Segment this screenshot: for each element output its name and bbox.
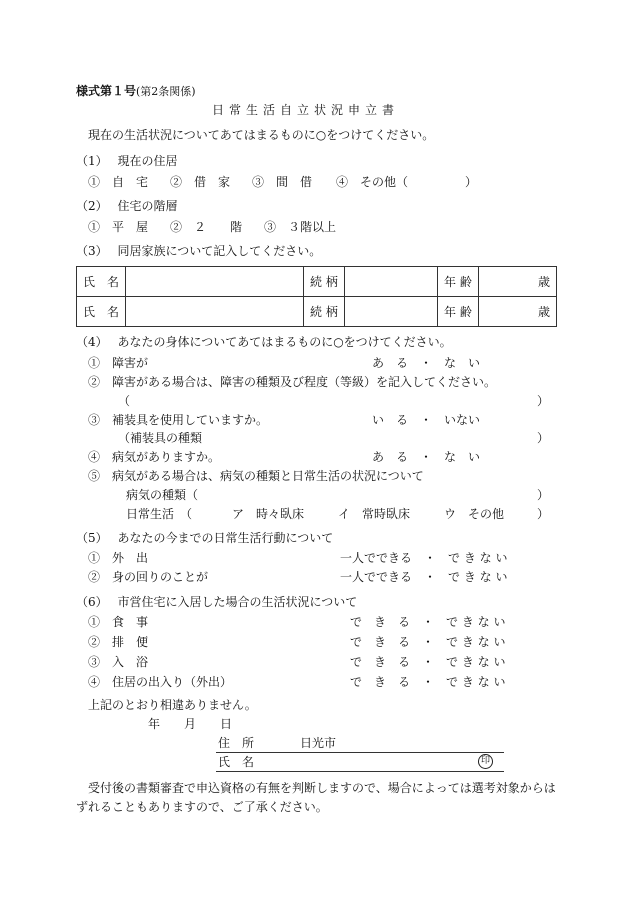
- sec3-heading: （3） 同居家族について記入してください。: [76, 244, 322, 258]
- name-label: 氏 名: [77, 267, 126, 297]
- sec4-q5-close: ）: [537, 507, 550, 521]
- name-label: 氏 名: [218, 755, 255, 769]
- sec2-heading: （2） 住宅の階層: [76, 199, 178, 213]
- age-field[interactable]: [479, 297, 557, 327]
- sec5-item-answer[interactable]: 一人でできる ・ で き な い: [340, 570, 508, 584]
- sec5-item-label: ① 外 出: [88, 551, 149, 565]
- form-note: (第2条関係): [136, 85, 196, 98]
- sec6-item-label: ② 排 便: [88, 635, 149, 649]
- address-underline: [216, 752, 504, 753]
- sec4-q4: ④ 病気がありますか。: [88, 450, 221, 464]
- date-line[interactable]: 年 月 日: [148, 717, 233, 731]
- relation-label: 続 柄: [304, 267, 345, 297]
- sec4-q1-answer[interactable]: あ る ・ な い: [372, 356, 481, 370]
- sec5-item-label: ② 身の回りのことが: [88, 570, 209, 584]
- sec6-item-label: ③ 入 浴: [88, 655, 149, 669]
- sec2-opt-2: ② ２ 階: [170, 220, 243, 234]
- table-row: [77, 267, 557, 297]
- name-label: 氏 名: [77, 297, 126, 327]
- sec6-item-answer[interactable]: で き る ・ で き な い: [350, 655, 506, 669]
- seal-mark: 印: [478, 754, 493, 769]
- sec4-q5-daily: 日常生活 （: [126, 507, 193, 521]
- name-underline: [216, 771, 504, 772]
- note-line-1: 受付後の書類審査で申込資格の有無を判断しますので、場合によっては選考対象からは: [88, 781, 556, 795]
- name-field[interactable]: [126, 267, 304, 297]
- relation-label: 続 柄: [304, 297, 345, 327]
- sec4-q2: ② 障害がある場合は、障害の種類及び程度（等級）を記入してください。: [88, 375, 497, 389]
- form-number: 様式第１号(第2条関係): [76, 84, 196, 98]
- age-unit: 歳: [537, 275, 550, 289]
- sec4-q1: ① 障害が: [88, 356, 149, 370]
- sec5-heading: （5） あなたの今までの日常生活行動について: [76, 531, 334, 545]
- sec4-q5-option-a[interactable]: ア 時々臥床: [232, 507, 305, 521]
- intro-text: 現在の生活状況についてあてはまるものに○をつけてください。: [88, 128, 435, 142]
- family-table: [76, 266, 557, 327]
- sec1-opt-4: ④ その他（: [336, 175, 409, 189]
- sec4-q5-kind: 病気の種類（: [126, 488, 199, 502]
- sec1-opt-3: ③ 間 借: [252, 175, 313, 189]
- sec6-item-label: ① 食 事: [88, 615, 149, 629]
- sec1-close: ）: [465, 175, 478, 189]
- table-row: [77, 297, 557, 327]
- address-value[interactable]: 日光市: [300, 736, 337, 750]
- sec1-opt-2: ② 借 家: [170, 175, 231, 189]
- sec4-q5-option-b[interactable]: イ 常時臥床: [338, 507, 411, 521]
- name-field[interactable]: [126, 297, 304, 327]
- sec4-q2-open: （: [118, 394, 131, 408]
- sec2-opt-3: ③ ３階以上: [264, 220, 337, 234]
- sec4-q5-option-c[interactable]: ウ その他: [444, 507, 505, 521]
- form-title: 日常生活自立状況申立書: [212, 103, 400, 117]
- sec4-q2-close: ）: [537, 394, 550, 408]
- sec4-q5: ⑤ 病気がある場合は、病気の種類と日常生活の状況について: [88, 469, 424, 483]
- sec4-q3-answer[interactable]: い る ・ いない: [372, 413, 481, 427]
- confirm-text: 上記のとおり相違ありません。: [88, 698, 257, 712]
- sec4-q5-kind-close: ）: [537, 488, 550, 502]
- address-label: 住 所: [218, 736, 255, 750]
- sec4-q3-sub: （補装具の種類: [118, 431, 203, 445]
- sec4-q3-close: ）: [537, 431, 550, 445]
- age-field[interactable]: [479, 267, 557, 297]
- relation-field[interactable]: [345, 297, 438, 327]
- sec1-opt-1: ① 自 宅: [88, 175, 149, 189]
- sec4-q4-answer[interactable]: あ る ・ な い: [372, 450, 481, 464]
- sec6-item-answer[interactable]: で き る ・ で き な い: [350, 635, 506, 649]
- sec6-item-answer[interactable]: で き る ・ で き な い: [350, 615, 506, 629]
- sec2-opt-1: ① 平 屋: [88, 220, 149, 234]
- sec4-heading: （4） あなたの身体についてあてはまるものに○をつけてください。: [76, 335, 452, 349]
- note-line-2: ずれることもありますので、ご了承ください。: [76, 800, 328, 814]
- sec6-item-answer[interactable]: で き る ・ で き な い: [350, 675, 506, 689]
- age-label: 年 齢: [438, 267, 479, 297]
- sec4-q3: ③ 補装具を使用していますか。: [88, 413, 269, 427]
- sec5-item-answer[interactable]: 一人でできる ・ で き な い: [340, 551, 508, 565]
- relation-field[interactable]: [345, 267, 438, 297]
- sec6-item-label: ④ 住居の出入り（外出）: [88, 675, 233, 689]
- sec1-heading: （1） 現在の住居: [76, 154, 178, 168]
- age-label: 年 齢: [438, 297, 479, 327]
- age-unit: 歳: [537, 305, 550, 319]
- sec6-heading: （6） 市営住宅に入居した場合の生活状況について: [76, 595, 358, 609]
